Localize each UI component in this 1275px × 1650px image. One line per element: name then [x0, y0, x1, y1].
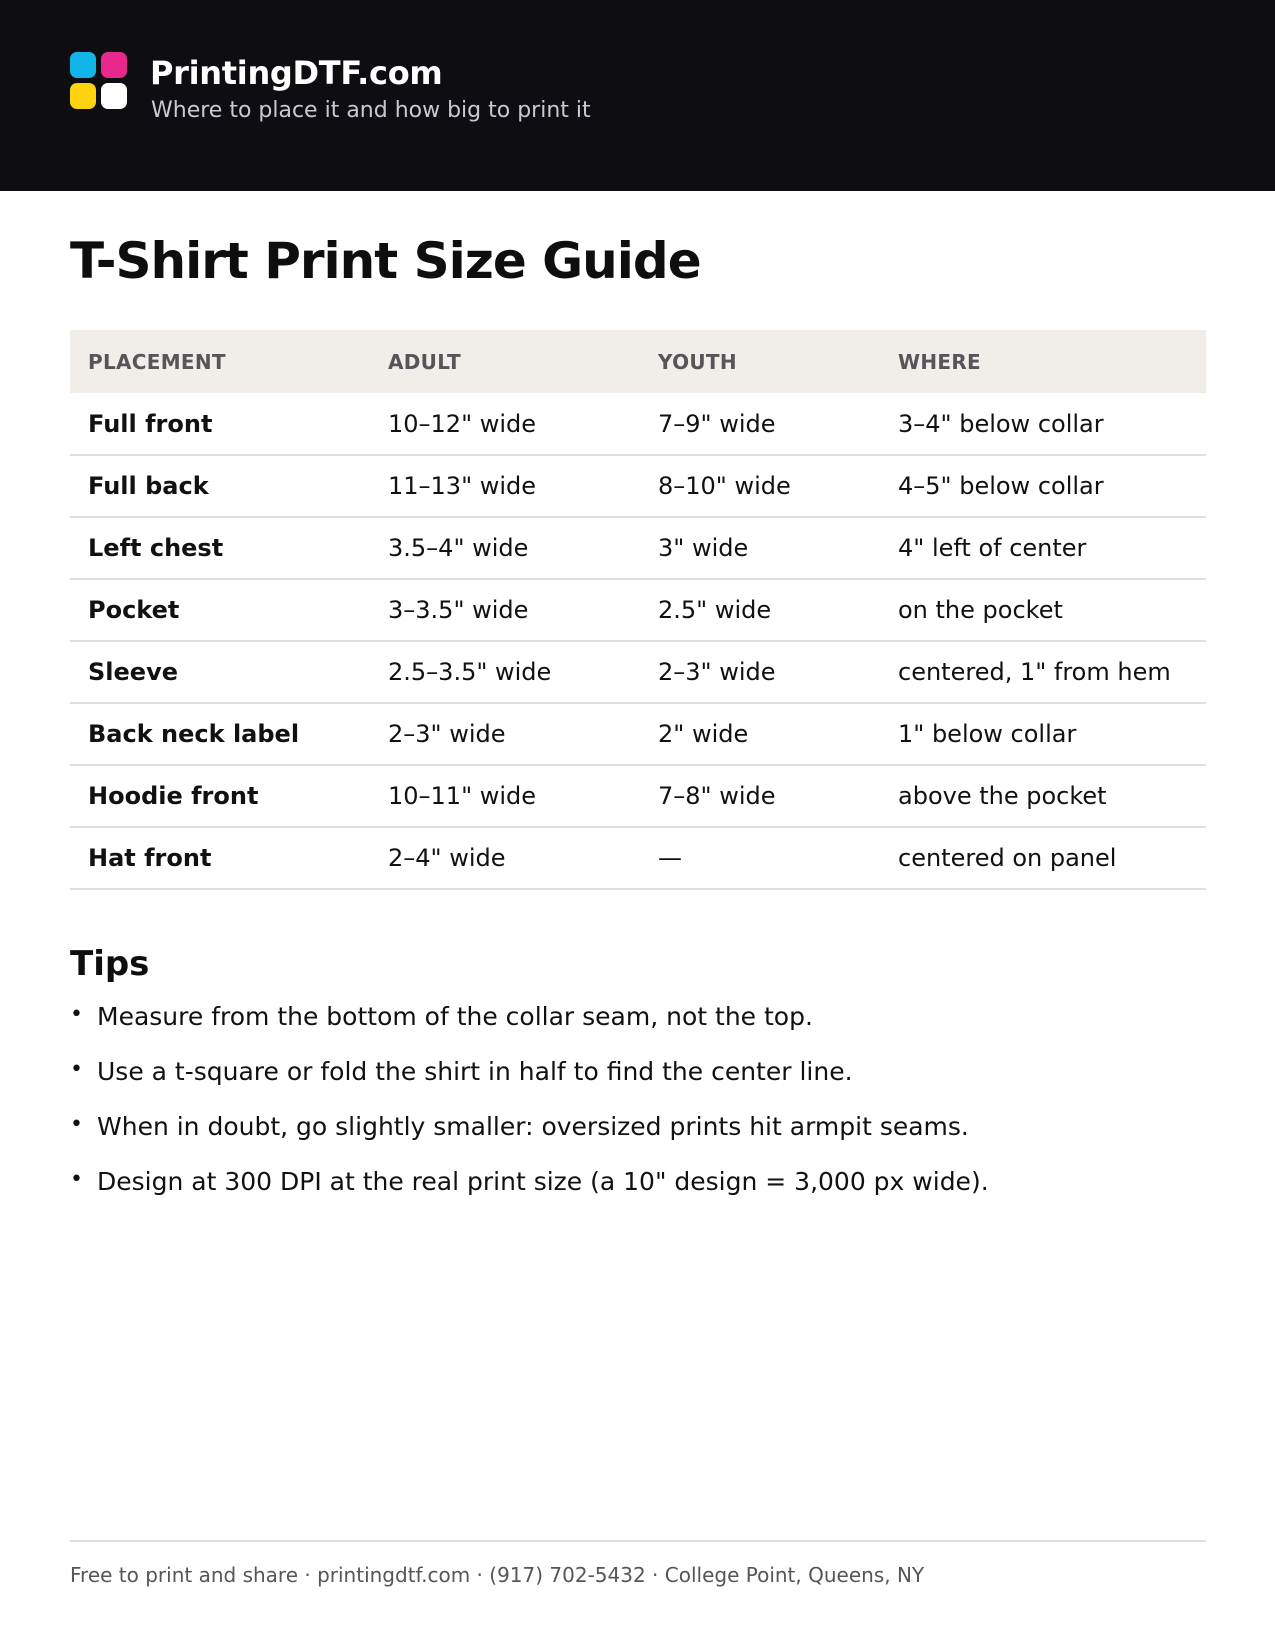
youth-size-cell: 7–8" wide: [658, 782, 776, 810]
adult-size-cell: 3–3.5" wide: [388, 596, 529, 624]
adult-size-cell: 11–13" wide: [388, 472, 537, 500]
placement-cell: Back neck label: [88, 720, 300, 748]
adult-size-cell: 2–4" wide: [388, 844, 506, 872]
size-guide-table: [70, 330, 1206, 890]
youth-size-cell: 7–9" wide: [658, 409, 776, 438]
youth-size-cell: 2.5" wide: [658, 596, 772, 624]
column-header-placement: PLACEMENT: [88, 349, 226, 374]
column-header-where: WHERE: [898, 349, 982, 374]
tips-heading: Tips: [70, 944, 150, 984]
where-cell: 1" below collar: [898, 720, 1077, 748]
page-title: T-Shirt Print Size Guide: [70, 232, 701, 290]
placement-cell: Sleeve: [88, 658, 178, 686]
where-cell: on the pocket: [898, 596, 1063, 624]
tip-text: Use a t-square or fold the shirt in half to find the center line.: [97, 1057, 853, 1086]
placement-cell: Full back: [88, 472, 209, 500]
tip-item: [70, 1112, 989, 1167]
header-banner: [0, 0, 1275, 191]
bullet-icon: •: [70, 1167, 83, 1192]
adult-size-cell: 2.5–3.5" wide: [388, 658, 552, 686]
where-cell: 3–4" below collar: [898, 409, 1104, 438]
where-cell: above the pocket: [898, 782, 1107, 810]
tip-item: [70, 1057, 989, 1112]
bullet-icon: •: [70, 1112, 83, 1137]
tip-text: Design at 300 DPI at the real print size (a 10" design = 3,000 px wide).: [97, 1167, 989, 1196]
placement-cell: Left chest: [88, 534, 224, 562]
table-header-row: [70, 330, 1206, 393]
where-cell: 4–5" below collar: [898, 472, 1104, 500]
placement-cell: Full front: [88, 409, 213, 438]
placement-cell: Hoodie front: [88, 782, 259, 810]
youth-size-cell: 2–3" wide: [658, 658, 776, 686]
where-cell: 4" left of center: [898, 534, 1087, 562]
youth-size-cell: 2" wide: [658, 720, 749, 748]
tips-list: [70, 1002, 989, 1222]
where-cell: centered, 1" from hem: [898, 658, 1171, 686]
tip-text: When in doubt, go slightly smaller: oversized prints hit armpit seams.: [97, 1112, 969, 1141]
table-row: [70, 641, 1206, 703]
table-row: [70, 393, 1206, 455]
youth-size-cell: 8–10" wide: [658, 472, 791, 500]
table-row: [70, 703, 1206, 765]
youth-size-cell: —: [658, 844, 682, 872]
tip-item: [70, 1167, 989, 1222]
logo-yellow-square: [70, 83, 96, 109]
tip-text: Measure from the bottom of the collar seam, not the top.: [97, 1002, 813, 1031]
where-cell: centered on panel: [898, 844, 1117, 872]
footer-divider: [70, 1540, 1206, 1542]
adult-size-cell: 2–3" wide: [388, 720, 506, 748]
placement-cell: Pocket: [88, 596, 180, 624]
adult-size-cell: 3.5–4" wide: [388, 534, 529, 562]
brand-name: PrintingDTF.com: [150, 54, 443, 92]
table-row: [70, 455, 1206, 517]
bullet-icon: •: [70, 1057, 83, 1082]
table-row: [70, 765, 1206, 827]
placement-cell: Hat front: [88, 844, 212, 872]
brand-logo: [70, 52, 128, 110]
table-row: [70, 579, 1206, 641]
logo-cyan-square: [70, 52, 96, 78]
column-header-youth: YOUTH: [658, 349, 737, 374]
youth-size-cell: 3" wide: [658, 534, 749, 562]
brand-tagline: Where to place it and how big to print it: [151, 98, 591, 123]
table-row: [70, 517, 1206, 579]
bullet-icon: •: [70, 1002, 83, 1027]
footer-text: Free to print and share · printingdtf.com · (917) 702-5432 · College Point, Queens, NY: [70, 1563, 925, 1587]
adult-size-cell: 10–11" wide: [388, 782, 537, 810]
tip-item: [70, 1002, 989, 1057]
adult-size-cell: 10–12" wide: [388, 409, 537, 438]
column-header-adult: ADULT: [388, 349, 461, 374]
table-row: [70, 827, 1206, 889]
logo-magenta-square: [101, 52, 127, 78]
logo-white-square: [101, 83, 127, 109]
